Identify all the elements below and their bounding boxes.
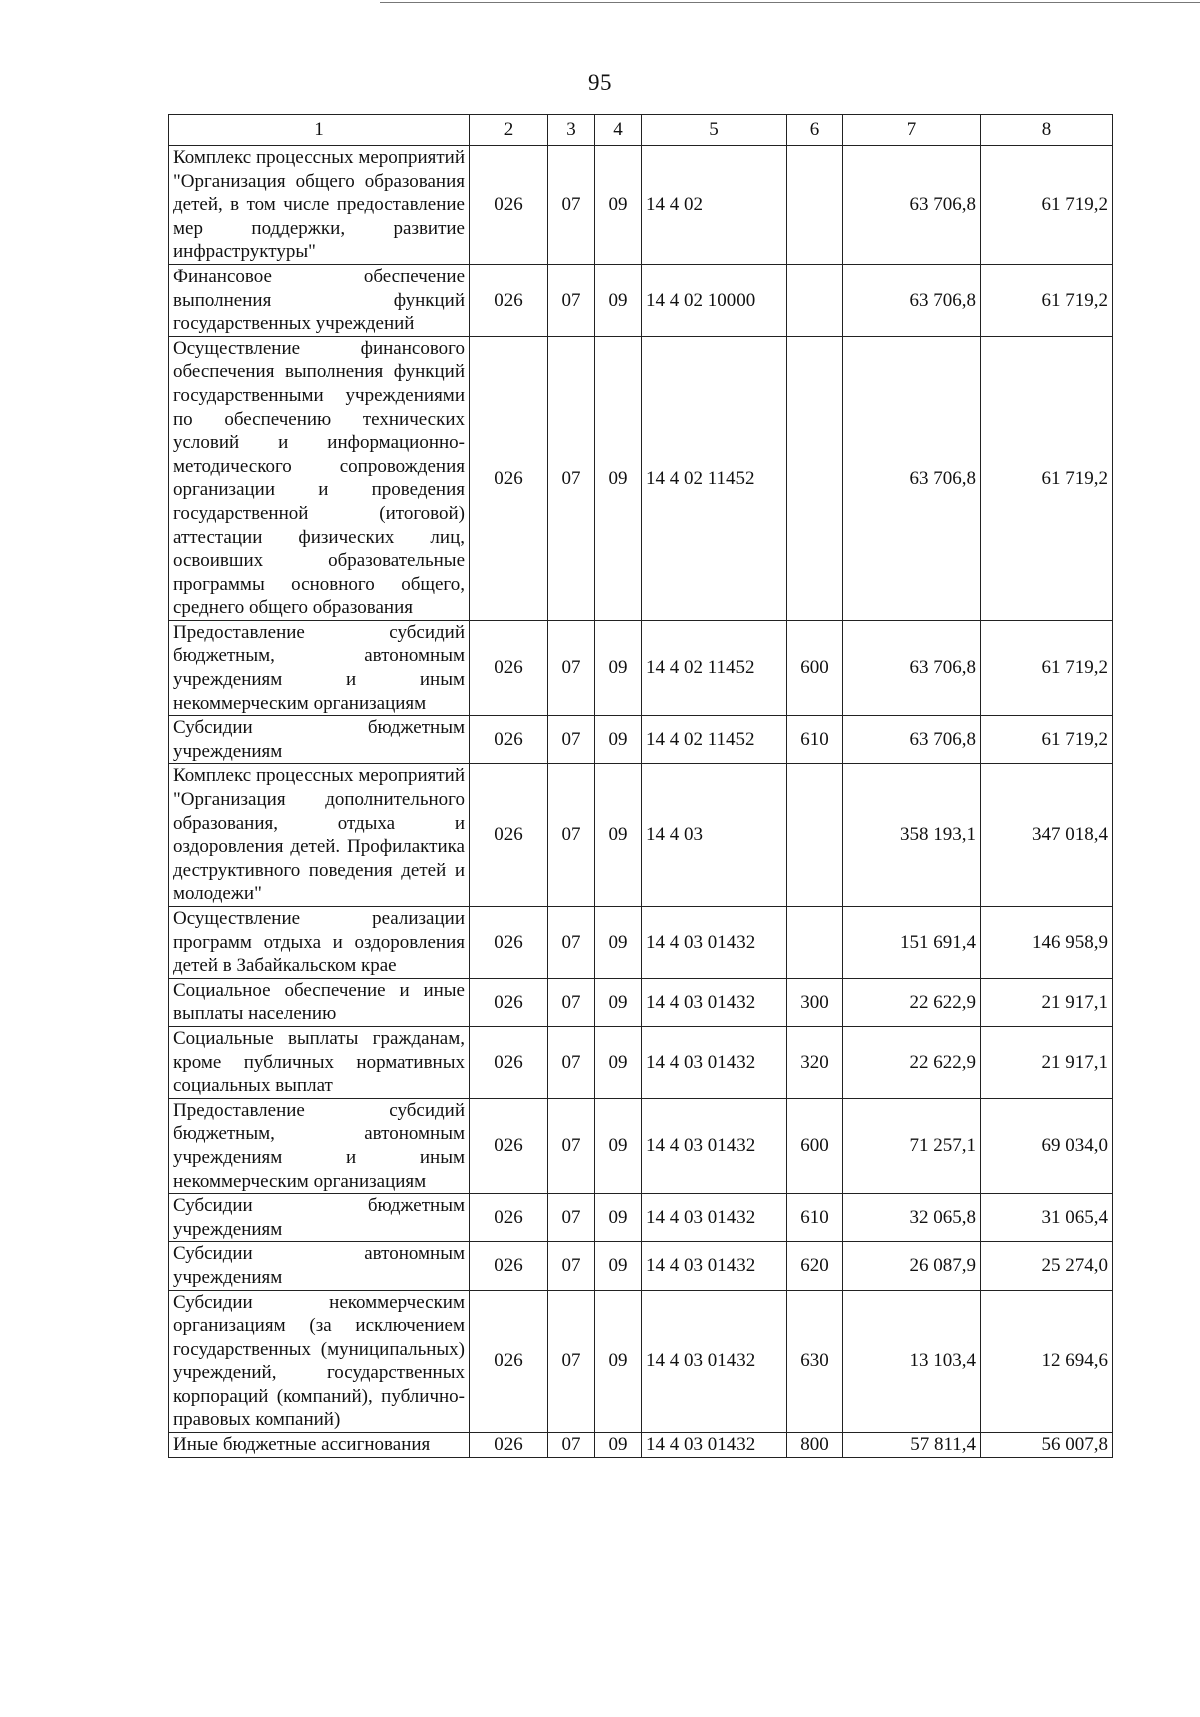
row-amount-col8: 61 719,2 [981, 716, 1113, 764]
row-expense-type: 610 [787, 1194, 843, 1242]
row-amount-col8: 25 274,0 [981, 1242, 1113, 1290]
row-subsection: 09 [595, 1433, 642, 1458]
row-amount-col8: 61 719,2 [981, 336, 1113, 620]
row-section: 07 [548, 716, 595, 764]
row-admin-code: 026 [470, 1290, 548, 1433]
row-amount-col8: 21 917,1 [981, 1026, 1113, 1098]
row-section: 07 [548, 1433, 595, 1458]
row-target-article: 14 4 03 01432 [642, 1290, 787, 1433]
row-name: Субсидии бюджетным учреждениям [169, 716, 470, 764]
row-target-article: 14 4 02 11452 [642, 620, 787, 715]
row-admin-code: 026 [470, 716, 548, 764]
row-subsection: 09 [595, 764, 642, 907]
row-target-article: 14 4 02 11452 [642, 336, 787, 620]
row-name: Социальное обеспечение и иные выплаты населению [169, 978, 470, 1026]
row-section: 07 [548, 146, 595, 265]
row-target-article: 14 4 02 11452 [642, 716, 787, 764]
column-header: 3 [548, 115, 595, 146]
row-admin-code: 026 [470, 907, 548, 979]
table-header [169, 115, 1113, 146]
row-subsection: 09 [595, 1026, 642, 1098]
row-expense-type: 600 [787, 1098, 843, 1193]
row-name: Иные бюджетные ассигнования [169, 1433, 470, 1458]
row-section: 07 [548, 764, 595, 907]
row-name: Предоставление субсидий бюджетным, автономным учреждениям и иным некоммерческим организациям [169, 1098, 470, 1193]
row-target-article: 14 4 03 01432 [642, 1026, 787, 1098]
row-expense-type: 630 [787, 1290, 843, 1433]
row-admin-code: 026 [470, 1194, 548, 1242]
row-name: Комплекс процессных мероприятий "Организация общего образования детей, в том числе предоставление мер поддержки, развитие инфраструктуры" [169, 146, 470, 265]
row-amount-col7: 63 706,8 [843, 620, 981, 715]
table-row [169, 620, 1113, 715]
row-admin-code: 026 [470, 336, 548, 620]
row-amount-col8: 146 958,9 [981, 907, 1113, 979]
row-amount-col7: 26 087,9 [843, 1242, 981, 1290]
row-section: 07 [548, 1098, 595, 1193]
row-amount-col7: 71 257,1 [843, 1098, 981, 1193]
row-expense-type [787, 907, 843, 979]
row-amount-col7: 63 706,8 [843, 264, 981, 336]
row-admin-code: 026 [470, 1242, 548, 1290]
row-target-article: 14 4 03 01432 [642, 1194, 787, 1242]
row-name: Субсидии некоммерческим организациям (за исключением государственных (муниципальных) учреждений, государственных корпораций (компаний), публично-правовых компаний) [169, 1290, 470, 1433]
row-expense-type: 300 [787, 978, 843, 1026]
row-subsection: 09 [595, 336, 642, 620]
row-target-article: 14 4 03 01432 [642, 1242, 787, 1290]
row-admin-code: 026 [470, 1098, 548, 1193]
row-amount-col8: 56 007,8 [981, 1433, 1113, 1458]
row-target-article: 14 4 02 10000 [642, 264, 787, 336]
row-section: 07 [548, 620, 595, 715]
row-admin-code: 026 [470, 1026, 548, 1098]
row-amount-col7: 22 622,9 [843, 978, 981, 1026]
row-amount-col7: 63 706,8 [843, 336, 981, 620]
row-name: Финансовое обеспечение выполнения функций государственных учреждений [169, 264, 470, 336]
row-amount-col8: 31 065,4 [981, 1194, 1113, 1242]
column-header: 8 [981, 115, 1113, 146]
column-header: 4 [595, 115, 642, 146]
table-row [169, 336, 1113, 620]
row-section: 07 [548, 264, 595, 336]
row-amount-col8: 347 018,4 [981, 764, 1113, 907]
table-row [169, 1433, 1113, 1458]
row-amount-col7: 358 193,1 [843, 764, 981, 907]
budget-table [168, 114, 1113, 1458]
column-header: 6 [787, 115, 843, 146]
row-amount-col7: 63 706,8 [843, 716, 981, 764]
row-name: Социальные выплаты гражданам, кроме публичных нормативных социальных выплат [169, 1026, 470, 1098]
row-target-article: 14 4 03 01432 [642, 907, 787, 979]
table-row [169, 1194, 1113, 1242]
row-section: 07 [548, 1026, 595, 1098]
row-amount-col8: 69 034,0 [981, 1098, 1113, 1193]
table-row [169, 1026, 1113, 1098]
row-section: 07 [548, 978, 595, 1026]
row-section: 07 [548, 1290, 595, 1433]
row-expense-type [787, 764, 843, 907]
row-name: Субсидии автономным учреждениям [169, 1242, 470, 1290]
row-name: Осуществление финансового обеспечения выполнения функций государственными учреждениями по обеспечению технических условий и информационно-методического сопровождения организации и проведения государственной (итоговой) аттестации физических лиц, освоивших образовательные программы основного общего, среднего общего образования [169, 336, 470, 620]
table-row [169, 716, 1113, 764]
row-amount-col7: 151 691,4 [843, 907, 981, 979]
row-amount-col8: 61 719,2 [981, 264, 1113, 336]
row-expense-type: 800 [787, 1433, 843, 1458]
table-row [169, 1290, 1113, 1433]
table-row [169, 978, 1113, 1026]
row-section: 07 [548, 336, 595, 620]
row-amount-col7: 63 706,8 [843, 146, 981, 265]
column-number-row [169, 115, 1113, 146]
row-admin-code: 026 [470, 146, 548, 265]
row-amount-col8: 61 719,2 [981, 620, 1113, 715]
row-expense-type: 600 [787, 620, 843, 715]
row-amount-col7: 57 811,4 [843, 1433, 981, 1458]
row-subsection: 09 [595, 146, 642, 265]
page-number: 95 [588, 70, 612, 95]
table-row [169, 264, 1113, 336]
row-amount-col7: 22 622,9 [843, 1026, 981, 1098]
row-name: Предоставление субсидий бюджетным, автономным учреждениям и иным некоммерческим организациям [169, 620, 470, 715]
column-header: 1 [169, 115, 470, 146]
row-expense-type [787, 264, 843, 336]
row-section: 07 [548, 1194, 595, 1242]
top-rule [380, 2, 1200, 3]
row-amount-col7: 13 103,4 [843, 1290, 981, 1433]
row-section: 07 [548, 907, 595, 979]
row-target-article: 14 4 03 01432 [642, 978, 787, 1026]
row-amount-col8: 12 694,6 [981, 1290, 1113, 1433]
row-subsection: 09 [595, 264, 642, 336]
row-expense-type [787, 336, 843, 620]
row-subsection: 09 [595, 978, 642, 1026]
row-admin-code: 026 [470, 620, 548, 715]
table-body [169, 146, 1113, 1458]
table-row [169, 907, 1113, 979]
row-admin-code: 026 [470, 764, 548, 907]
row-expense-type: 320 [787, 1026, 843, 1098]
row-amount-col8: 21 917,1 [981, 978, 1113, 1026]
row-name: Субсидии бюджетным учреждениям [169, 1194, 470, 1242]
row-expense-type: 610 [787, 716, 843, 764]
row-section: 07 [548, 1242, 595, 1290]
row-admin-code: 026 [470, 1433, 548, 1458]
row-target-article: 14 4 02 [642, 146, 787, 265]
row-expense-type: 620 [787, 1242, 843, 1290]
row-name: Осуществление реализации программ отдыха и оздоровления детей в Забайкальском крае [169, 907, 470, 979]
row-subsection: 09 [595, 1242, 642, 1290]
row-target-article: 14 4 03 01432 [642, 1098, 787, 1193]
row-target-article: 14 4 03 01432 [642, 1433, 787, 1458]
table-row [169, 146, 1113, 265]
row-subsection: 09 [595, 1290, 642, 1433]
row-subsection: 09 [595, 907, 642, 979]
table-row [169, 764, 1113, 907]
row-subsection: 09 [595, 620, 642, 715]
column-header: 7 [843, 115, 981, 146]
row-subsection: 09 [595, 1098, 642, 1193]
row-subsection: 09 [595, 1194, 642, 1242]
row-expense-type [787, 146, 843, 265]
row-subsection: 09 [595, 716, 642, 764]
row-amount-col7: 32 065,8 [843, 1194, 981, 1242]
row-admin-code: 026 [470, 264, 548, 336]
table-row [169, 1242, 1113, 1290]
row-admin-code: 026 [470, 978, 548, 1026]
row-amount-col8: 61 719,2 [981, 146, 1113, 265]
column-header: 5 [642, 115, 787, 146]
table-row [169, 1098, 1113, 1193]
row-name: Комплекс процессных мероприятий "Организация дополнительного образования, отдыха и оздоровления детей. Профилактика деструктивного поведения детей и молодежи" [169, 764, 470, 907]
row-target-article: 14 4 03 [642, 764, 787, 907]
column-header: 2 [470, 115, 548, 146]
